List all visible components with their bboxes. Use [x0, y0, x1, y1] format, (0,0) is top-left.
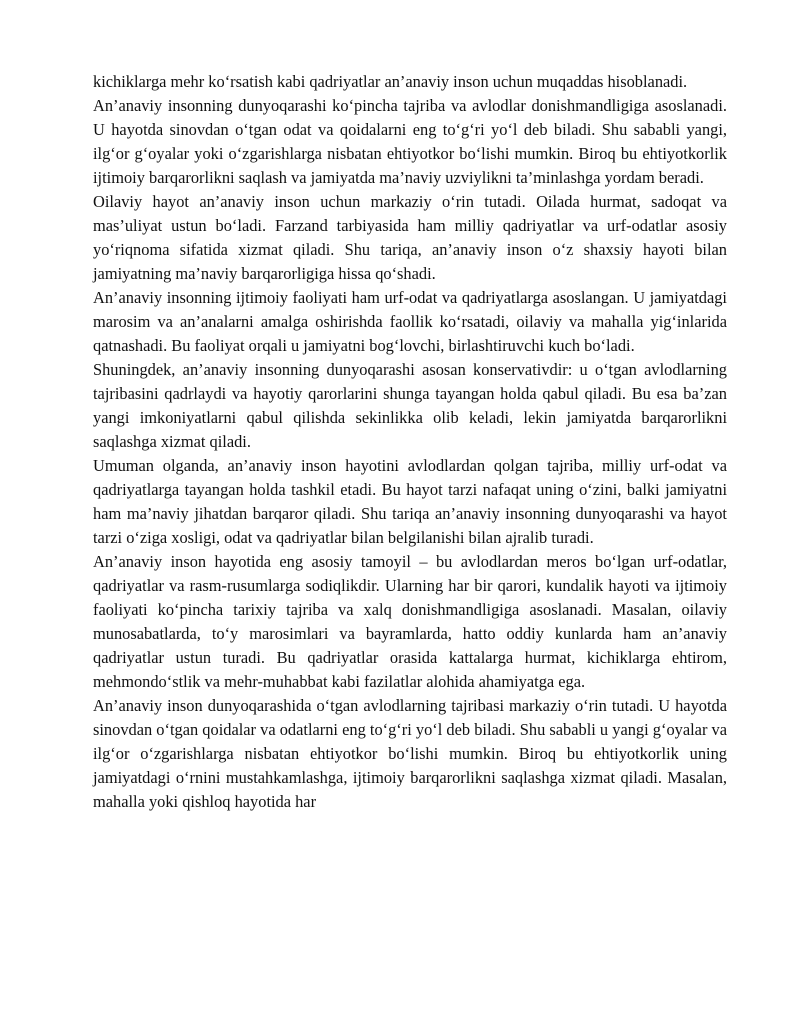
- paragraph-7: An’anaviy inson hayotida eng asosiy tamoyil – bu avlodlardan meros bo‘lgan urf-odatlar, qadriyatlar va rasm-rusumlarga sodiqlikdir. Ularning har bir qarori, kundalik hayoti va ijtimoiy faoliyati ko‘pincha tarixiy tajriba va xalq donishmandligiga asoslanadi. Masalan, oilaviy munosabatlarda, to‘y marosimlari va bayramlarda, hatto oddiy kunlarda ham an’anaviy qadriyatlar ustun turadi. Bu qadriyatlar orasida kattalarga hurmat, kichiklarga ehtirom, mehmondo‘stlik va mehr-muhabbat kabi fazilatlar alohida ahamiyatga ega.: [93, 552, 727, 691]
- paragraph-1: kichiklarga mehr ko‘rsatish kabi qadriyatlar an’anaviy inson uchun muqaddas hisoblanadi.: [93, 72, 688, 91]
- paragraph-8: An’anaviy inson dunyoqarashida o‘tgan avlodlarning tajribasi markaziy o‘rin tutadi. U hayotda sinovdan o‘tgan qoidalar va odatlarni eng to‘g‘ri yo‘l deb biladi. Shu sababli u yangi g‘oyalar va ilg‘or o‘zgarishlarga nisbatan ehtiyotkor bo‘lishi mumkin. Biroq bu ehtiyotkorlik uning jamiyatdagi o‘rnini mustahkamlashga, ijtimoiy barqarorlikni saqlashga xizmat qiladi. Masalan, mahalla yoki qishloq hayotida har: [93, 696, 727, 811]
- paragraph-5: Shuningdek, an’anaviy insonning dunyoqarashi asosan konservativdir: u o‘tgan avlodlarning tajribasini qadrlaydi va hayotiy qarorlarini shunga tayangan holda qabul qiladi. Bu esa ba’zan yangi imkoniyatlarni qabul qilishda sekinlikka olib keladi, lekin jamiyatda barqarorlikni saqlashga xizmat qiladi.: [93, 360, 727, 451]
- document-page: [93, 70, 727, 814]
- paragraph-6: Umuman olganda, an’anaviy inson hayotini avlodlardan qolgan tajriba, milliy urf-odat va qadriyatlarga tayangan holda tashkil etadi. Bu hayot tarzi nafaqat uning o‘zini, balki jamiyatni ham ma’naviy jihatdan barqaror qiladi. Shu tariqa an’anaviy insonning dunyoqarashi va hayot tarzi o‘ziga xosligi, odat va qadriyatlar bilan belgilanishi bilan ajralib turadi.: [93, 456, 727, 547]
- paragraph-4: An’anaviy insonning ijtimoiy faoliyati ham urf-odat va qadriyatlarga asoslangan. U jamiyatdagi marosim va an’analarni amalga oshirishda faollik ko‘rsatadi, oilaviy va mahalla yig‘inlarida qatnashadi. Bu faoliyat orqali u jamiyatni bog‘lovchi, birlashtiruvchi kuch bo‘ladi.: [93, 288, 727, 355]
- paragraph-2: An’anaviy insonning dunyoqarashi ko‘pincha tajriba va avlodlar donishmandligiga asoslanadi. U hayotda sinovdan o‘tgan odat va qoidalarni eng to‘g‘ri yo‘l deb biladi. Shu sababli yangi, ilg‘or g‘oyalar yoki o‘zgarishlarga nisbatan ehtiyotkor bo‘lishi mumkin. Biroq bu ehtiyotkorlik ijtimoiy barqarorlikni saqlash va jamiyatda ma’naviy uzviylikni ta’minlashga yordam beradi.: [93, 96, 727, 187]
- paragraph-3: Oilaviy hayot an’anaviy inson uchun markaziy o‘rin tutadi. Oilada hurmat, sadoqat va mas’uliyat ustun bo‘ladi. Farzand tarbiyasida ham milliy qadriyatlar va urf-odatlar asosiy yo‘riqnoma sifatida xizmat qiladi. Shu tariqa, an’anaviy inson o‘z shaxsiy hayoti bilan jamiyatning ma’naviy barqarorligiga hissa qo‘shadi.: [93, 192, 727, 283]
